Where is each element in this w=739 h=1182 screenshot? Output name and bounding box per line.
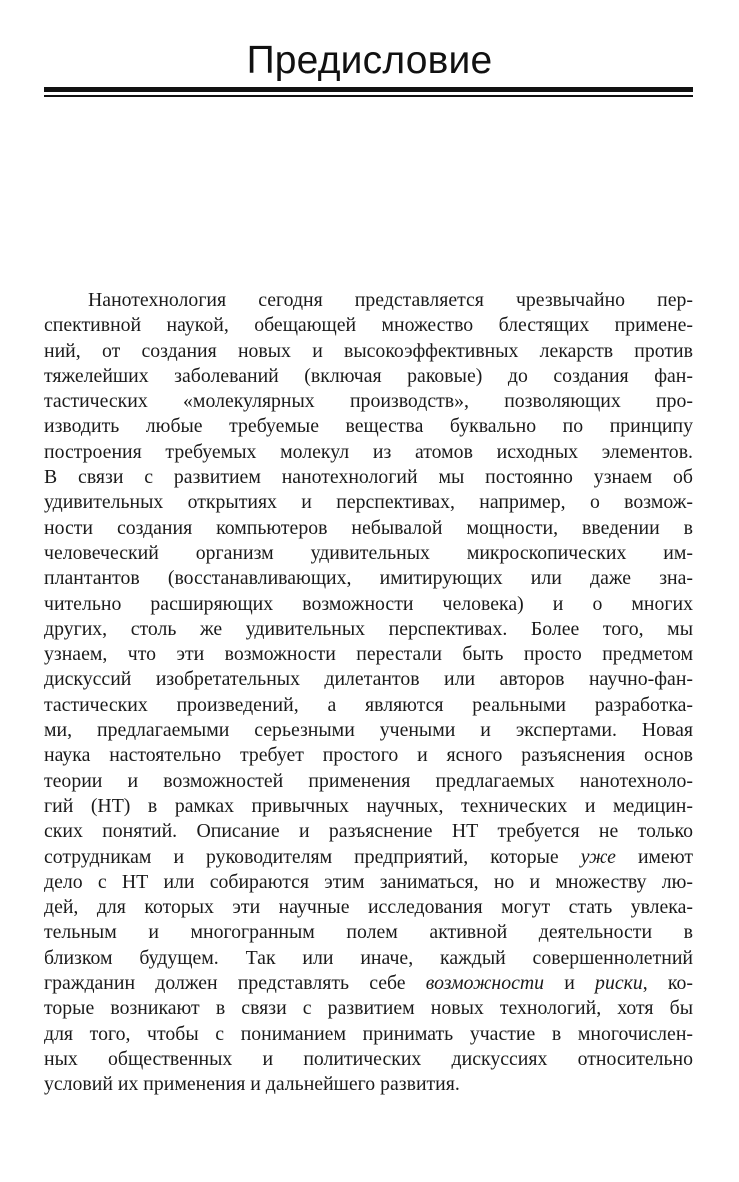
text-line: узнаем, что эти возможности перестали быть просто предметом bbox=[44, 643, 693, 666]
text-line: плантантов (восстанавливающих, имитирующих или даже зна- bbox=[44, 567, 693, 590]
text-line: ми, предлагаемыми серьезными учеными и экспертами. Новая bbox=[44, 719, 693, 742]
text-line: ных общественных и политических дискуссиях относительно bbox=[44, 1047, 693, 1070]
text-line: ности создания компьютеров небывалой мощности, введении в bbox=[44, 516, 693, 539]
text-segment: имеют bbox=[615, 845, 693, 868]
text-segment: , ко- bbox=[642, 972, 693, 995]
text-line bbox=[44, 971, 693, 996]
text-line: близком будущем. Так или иначе, каждый совершеннолетний bbox=[44, 946, 693, 969]
text-line: человеческий организм удивительных микроскопических им- bbox=[44, 541, 693, 564]
text-line: теории и возможностей применения предлагаемых нанотехноло- bbox=[44, 769, 693, 792]
emphasis-uzhe: уже bbox=[580, 845, 616, 868]
page-title: Предисловие bbox=[246, 39, 493, 82]
text-line: спективной наукой, обещающей множество блестящих примене- bbox=[44, 314, 693, 337]
text-line: условий их применения и дальнейшего развития. bbox=[44, 1073, 460, 1096]
title-rule-thin bbox=[44, 95, 693, 97]
text-segment: сотрудникам и руководителям предприятий, которые bbox=[44, 845, 581, 868]
text-line: других, столь же удивительных перспективах. Более того, мы bbox=[44, 617, 693, 640]
text-line: чительно расширяющих возможности человека) и о многих bbox=[44, 592, 693, 615]
text-segment: гражданин должен представлять себе bbox=[44, 972, 426, 995]
emphasis-riski: риски bbox=[595, 972, 643, 995]
preface-paragraph bbox=[44, 288, 693, 1098]
text-line: для того, чтобы с пониманием принимать участие в многочислен- bbox=[44, 1022, 693, 1045]
text-line: дискуссий изобретательных дилетантов или авторов научно-фан- bbox=[44, 668, 693, 691]
text-line: торые возникают в связи с развитием новых технологий, хотя бы bbox=[44, 997, 693, 1020]
text-line: тельным и многогранным полем активной деятельности в bbox=[44, 921, 693, 944]
text-line: В связи с развитием нанотехнологий мы постоянно узнаем об bbox=[44, 466, 693, 489]
text-line: тастических «молекулярных производств», позволяющих про- bbox=[44, 390, 693, 413]
text-line: тастических произведений, а являются реальными разработка- bbox=[44, 693, 693, 716]
text-line bbox=[44, 845, 693, 870]
text-line: удивительных открытиях и перспективах, например, о возмож- bbox=[44, 491, 693, 514]
text-line: тяжелейших заболеваний (включая раковые) до создания фан- bbox=[44, 364, 693, 387]
title-rule-thick bbox=[44, 87, 693, 92]
text-line: гий (НТ) в рамках привычных научных, технических и медицин- bbox=[44, 794, 693, 817]
text-line: изводить любые требуемые вещества буквально по принципу bbox=[44, 415, 693, 438]
text-line: построения требуемых молекул из атомов исходных элементов. bbox=[44, 440, 693, 463]
text-line: дело с НТ или собираются этим заниматься, но и множеству лю- bbox=[44, 870, 693, 893]
emphasis-vozmozhnosti: возможности bbox=[425, 972, 545, 995]
text-line: наука настоятельно требует простого и ясного разъяснения основ bbox=[44, 744, 693, 767]
text-line: ний, от создания новых и высокоэффективных лекарств против bbox=[44, 339, 693, 362]
text-line: дей, для которых эти научные исследования могут стать увлека- bbox=[44, 896, 693, 919]
text-line: Нанотехнология сегодня представляется чрезвычайно пер- bbox=[88, 289, 693, 311]
text-line: ских понятий. Описание и разъяснение НТ требуется не только bbox=[44, 820, 693, 843]
text-segment: и bbox=[544, 972, 596, 995]
